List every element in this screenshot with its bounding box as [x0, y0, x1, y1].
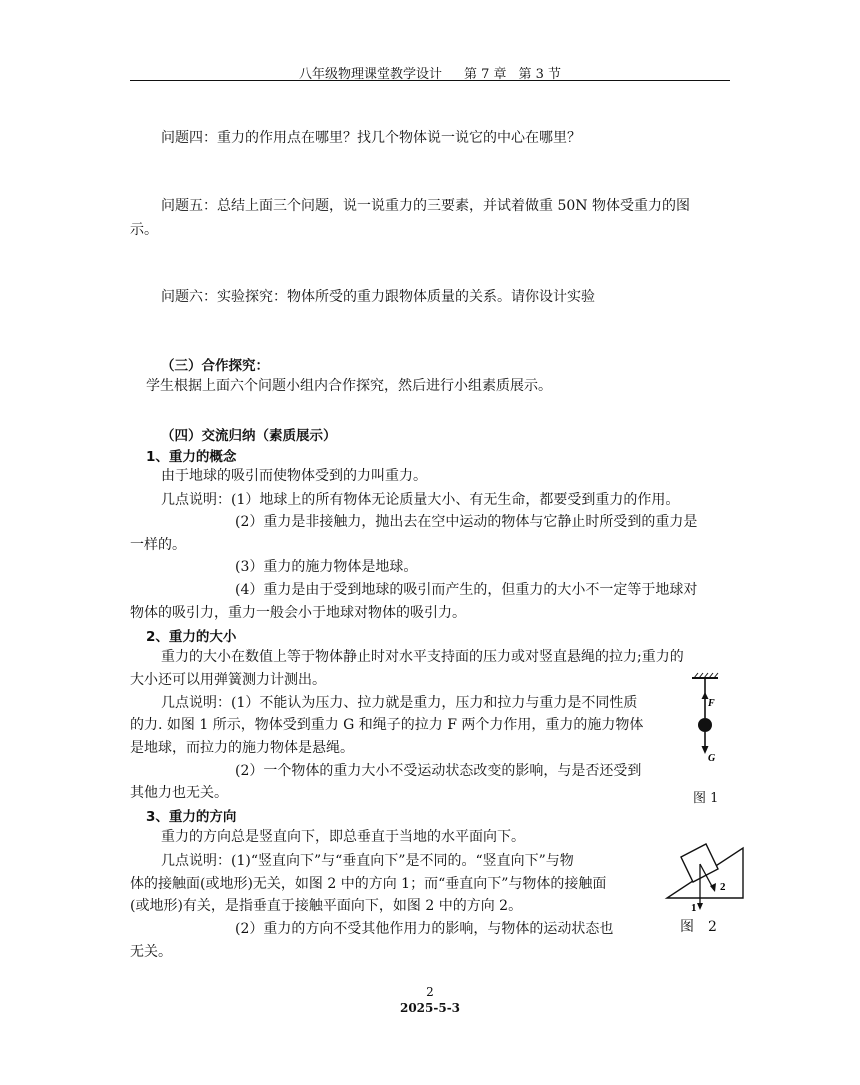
s1-def: 由于地球的吸引而使物体受到的力叫重力。: [161, 468, 427, 484]
s1-note-4a: (4）重力是由于受到地球的吸引而产生的，但重力的大小不一定等于地球对: [235, 582, 698, 598]
coop-text: 学生根据上面六个问题小组内合作探究，然后进行小组素质展示。: [146, 378, 552, 394]
figure-1-label-g: G: [708, 753, 716, 762]
s1-note-2b: 一样的。: [130, 537, 186, 553]
s3-note-1b: 体的接触面(或地形)无关，如图 2 中的方向 1；而“垂直向下”与物体的接触面: [130, 876, 607, 892]
s3-note-2b: 无关。: [130, 944, 172, 960]
s1-note-4b: 物体的吸引力，重力一般会小于地球对物体的吸引力。: [130, 605, 466, 621]
s1-title: 1、重力的概念: [146, 449, 237, 465]
s2-note-1c: 是地球，而拉力的施力物体是悬绳。: [130, 740, 354, 756]
footer-date: 2025-5-3: [399, 1001, 461, 1015]
header-rule: [130, 80, 730, 81]
s3-p1: 重力的方向总是竖直向下，即总垂直于当地的水平面向下。: [161, 829, 525, 845]
s1-note-1: 几点说明：(1）地球上的所有物体无论质量大小、有无生命，都要受到重力的作用。: [161, 492, 680, 508]
header-section: 第 3 节: [518, 67, 562, 82]
question-4: 问题四：重力的作用点在哪里？找几个物体说一说它的中心在哪里？: [161, 130, 581, 146]
question-6: 问题六：实验探究：物体所受的重力跟物体质量的关系。请你设计实验: [161, 289, 595, 305]
figure-1-diagram: [688, 672, 724, 762]
s2-title: 2、重力的大小: [146, 629, 237, 645]
s2-note-1b: 的力. 如图 1 所示，物体受到重力 G 和绳子的拉力 F 两个力作用，重力的施力物体: [130, 717, 644, 733]
figure-2-caption: 图 2: [680, 919, 717, 935]
s2-p1a: 重力的大小在数值上等于物体静止时对水平支持面的压力或对竖直悬绳的拉力;重力的: [161, 649, 684, 665]
s2-p1b: 大小还可以用弹簧测力计测出。: [130, 672, 326, 688]
s3-note-1c: (或地形)有关，是指垂直于接触平面向下，如图 2 中的方向 2。: [130, 898, 523, 914]
figure-1-label-f: F: [708, 698, 715, 709]
s2-note-1a: 几点说明：(1）不能认为压力、拉力就是重力，压力和拉力与重力是不同性质: [161, 695, 638, 711]
s2-note-2b: 其他力也无关。: [130, 785, 228, 801]
figure-2-label-1: 1: [691, 902, 697, 914]
coop-heading: （三）合作探究：: [161, 358, 269, 374]
s3-note-1a: 几点说明：(1)“竖直向下”与“垂直向下”是不同的。“竖直向下”与物: [161, 853, 574, 869]
question-5-line1: 问题五：总结上面三个问题，说一说重力的三要素，并试着做重 50N 物体受重力的图: [161, 198, 690, 214]
summary-heading: （四）交流归纳（素质展示）: [161, 428, 337, 444]
s3-note-2a: (2）重力的方向不受其他作用力的影响，与物体的运动状态也: [235, 921, 614, 937]
s1-note-2a: (2）重力是非接触力，抛出去在空中运动的物体与它静止时所受到的重力是: [235, 514, 698, 530]
s1-note-3: (3）重力的施力物体是地球。: [235, 559, 418, 575]
figure-2-label-2: 2: [720, 881, 726, 893]
page-number: 2: [426, 985, 434, 999]
header-title: 八年级物理课堂教学设计: [298, 67, 442, 82]
s3-title: 3、重力的方向: [146, 809, 237, 825]
header-chapter: 第 7 章: [463, 67, 507, 82]
figure-1-caption: 图 1: [693, 791, 719, 806]
figure-2-diagram: [664, 838, 748, 918]
s2-note-2a: (2）一个物体的重力大小不受运动状态改变的影响，与是否还受到: [235, 763, 642, 779]
question-5-line2: 示。: [130, 222, 158, 238]
